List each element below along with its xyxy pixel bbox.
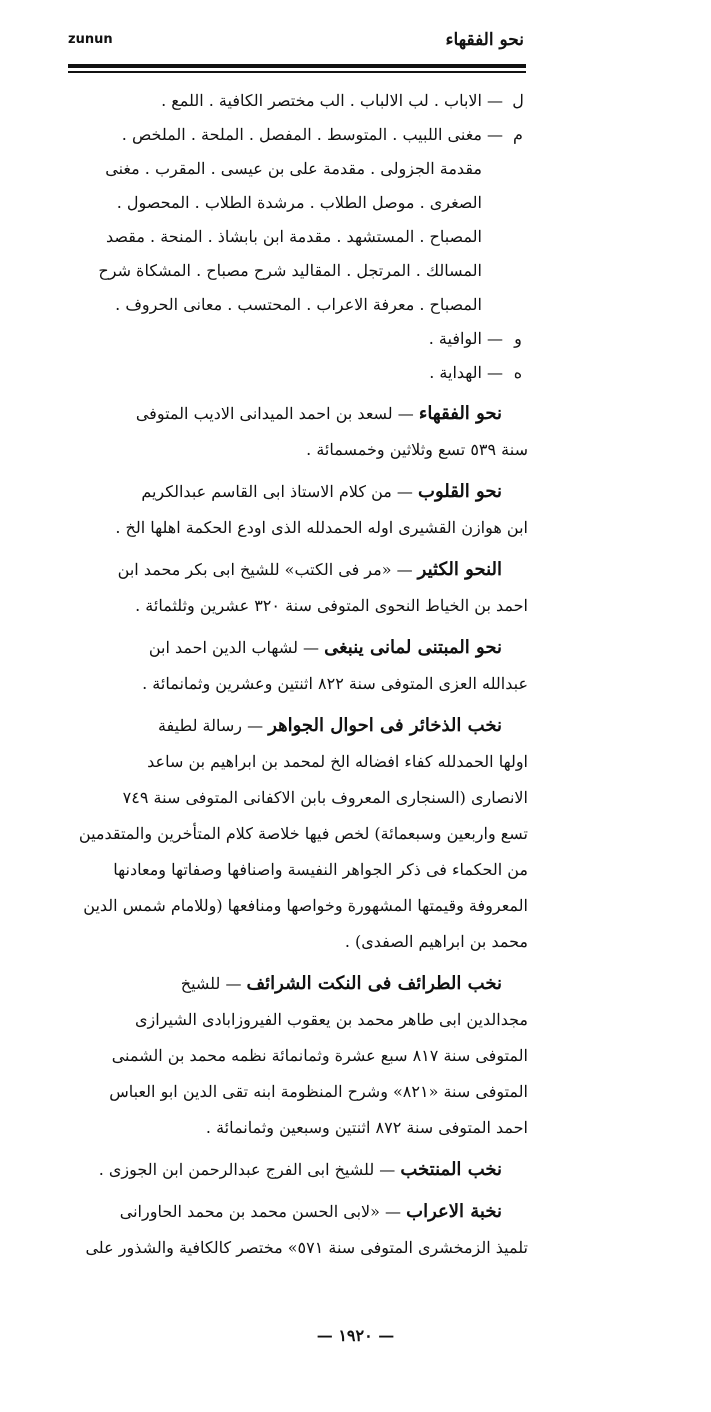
entry-text: تسع واربعين وسبعمائة) لخص فيها خلاصة كلام المتأخرين والمتقدمين [78,824,528,843]
list-item [72,356,528,390]
list-item [72,322,528,356]
list-letter: و [514,329,522,348]
entry-title: نخب الطرائف فى النكت الشرائف [246,973,502,994]
header-running-title: نحو الفقهاء [445,30,524,50]
list-item [72,118,528,152]
list-continuation: الصغرى . موصل الطلاب . مرشدة الطلاب . المحصول . [116,193,482,212]
entry-text: اولها الحمدلله كفاء افضاله الخ لمحمد بن ابراهيم بن ساعد [147,752,528,771]
entry [72,552,528,624]
list-continuation: مقدمة الجزولى . مقدمة على بن عيسى . المقرب . مغنى [105,159,482,178]
entry [72,396,528,468]
entry-text: المتوفى سنة «٨٢١» وشرح المنظومة ابنه تقى الدين ابو العباس [109,1082,528,1101]
list-text: مغنى اللبيب . المتوسط . المفصل . الملحة . الملخص . [121,125,482,144]
list-dash: — [487,125,503,144]
entry-title: نخبة الاعراب [406,1201,502,1222]
list-continuation: المصباح . المستشهد . مقدمة ابن بابشاذ . المنحة . مقصد [106,227,482,246]
entry-title: نخب الذخائر فى احوال الجواهر [268,715,502,736]
entry-title: نحو القلوب [418,481,502,502]
entry-text: المتوفى سنة ٨١٧ سبع عشرة وثمانمائة نظمه محمد بن الشمنى [111,1046,528,1065]
entry-text: — رسالة لطيفة [157,716,264,735]
entry-text: — «مر فى الكتب» للشيخ ابى بكر محمد ابن [117,560,413,579]
list-text: الهداية . [429,363,482,382]
list-dash: — [487,91,503,110]
entry [72,966,528,1146]
list-item [72,84,528,118]
list-text: الاباب . لب الالباب . الب مختصر الكافية . اللمع . [161,91,482,110]
entry [72,630,528,702]
entry-text: مجدالدين ابى طاهر محمد بن يعقوب الفيروزابادى الشيرازى [134,1010,528,1029]
entry [72,1152,528,1188]
entry-title: نحو المبتنى لمانى ينبغى [324,637,502,658]
entry-text: — للشيخ ابى الفرج عبدالرحمن ابن الجوزى . [98,1160,396,1179]
entry-text: احمد المتوفى سنة ٨٧٢ اثنتين وسبعين وثمانمائة . [205,1118,528,1137]
page-content [72,84,528,1266]
header-rule-thick [68,64,526,68]
list-text: الوافية . [428,329,482,348]
page-number: — ١٩٢٠ — [316,1326,395,1345]
list-dash: — [487,363,503,382]
list-continuation: المصباح . معرفة الاعراب . المحتسب . معانى الحروف . [115,295,482,314]
list-continuation: المسالك . المرتجل . المقاليد شرح مصباح . المشكاة شرح [98,261,482,280]
entry-text: الانصارى (السنجارى المعروف بابن الاكفانى المتوفى سنة ٧٤٩ [122,788,528,807]
entry-text: — من كلام الاستاذ ابى القاسم عبدالكريم [141,482,413,501]
entry-text: تلميذ الزمخشرى المتوفى سنة ٥٧١» مختصر كالكافية والشذور على [85,1238,528,1257]
entry [72,708,528,960]
entry [72,474,528,546]
list-letter: ل [512,91,524,110]
list-dash: — [487,329,503,348]
entry-text: — للشيخ [180,974,242,993]
entry-title: نخب المنتخب [400,1159,502,1180]
entry [72,1194,528,1266]
entry-text: — «لابى الحسن محمد بن محمد الحاورانى [119,1202,402,1221]
entry-text: محمد بن ابراهيم الصفدى) . [344,932,528,951]
entry-title: النحو الكثير [417,559,502,580]
list-letter: ه [513,363,523,382]
entry-text: من الحكماء فى ذكر الجواهر النفيسة واصنافها وصفاتها ومعادنها [113,860,528,879]
list-letter: م [513,125,523,144]
entry-text: المعروفة وقيمتها المشهورة وخواصها ومنافعها (وللامام شمس الدين [83,896,528,915]
entry-text: ابن هوازن القشيرى اوله الحمدلله الذى اودع الحكمة اهلها الخ . [115,518,528,537]
header-transliteration: zunun [68,32,113,47]
entry-title: نحو الفقهاء [418,403,502,424]
entry-text: عبدالله العزى المتوفى سنة ٨٢٢ اثنتين وعشرين وثمانمائة . [142,674,528,693]
page-header [68,30,524,60]
entry-text: احمد بن الخياط النحوى المتوفى سنة ٣٢٠ عشرين وثلثمائة . [135,596,528,615]
entry-text: — لشهاب الدين احمد ابن [148,638,320,657]
header-rule-thin [68,71,526,73]
entry-text: سنة ٥٣٩ تسع وثلاثين وخمسمائة . [306,440,528,459]
entry-text: — لسعد بن احمد الميدانى الاديب المتوفى [135,404,414,423]
